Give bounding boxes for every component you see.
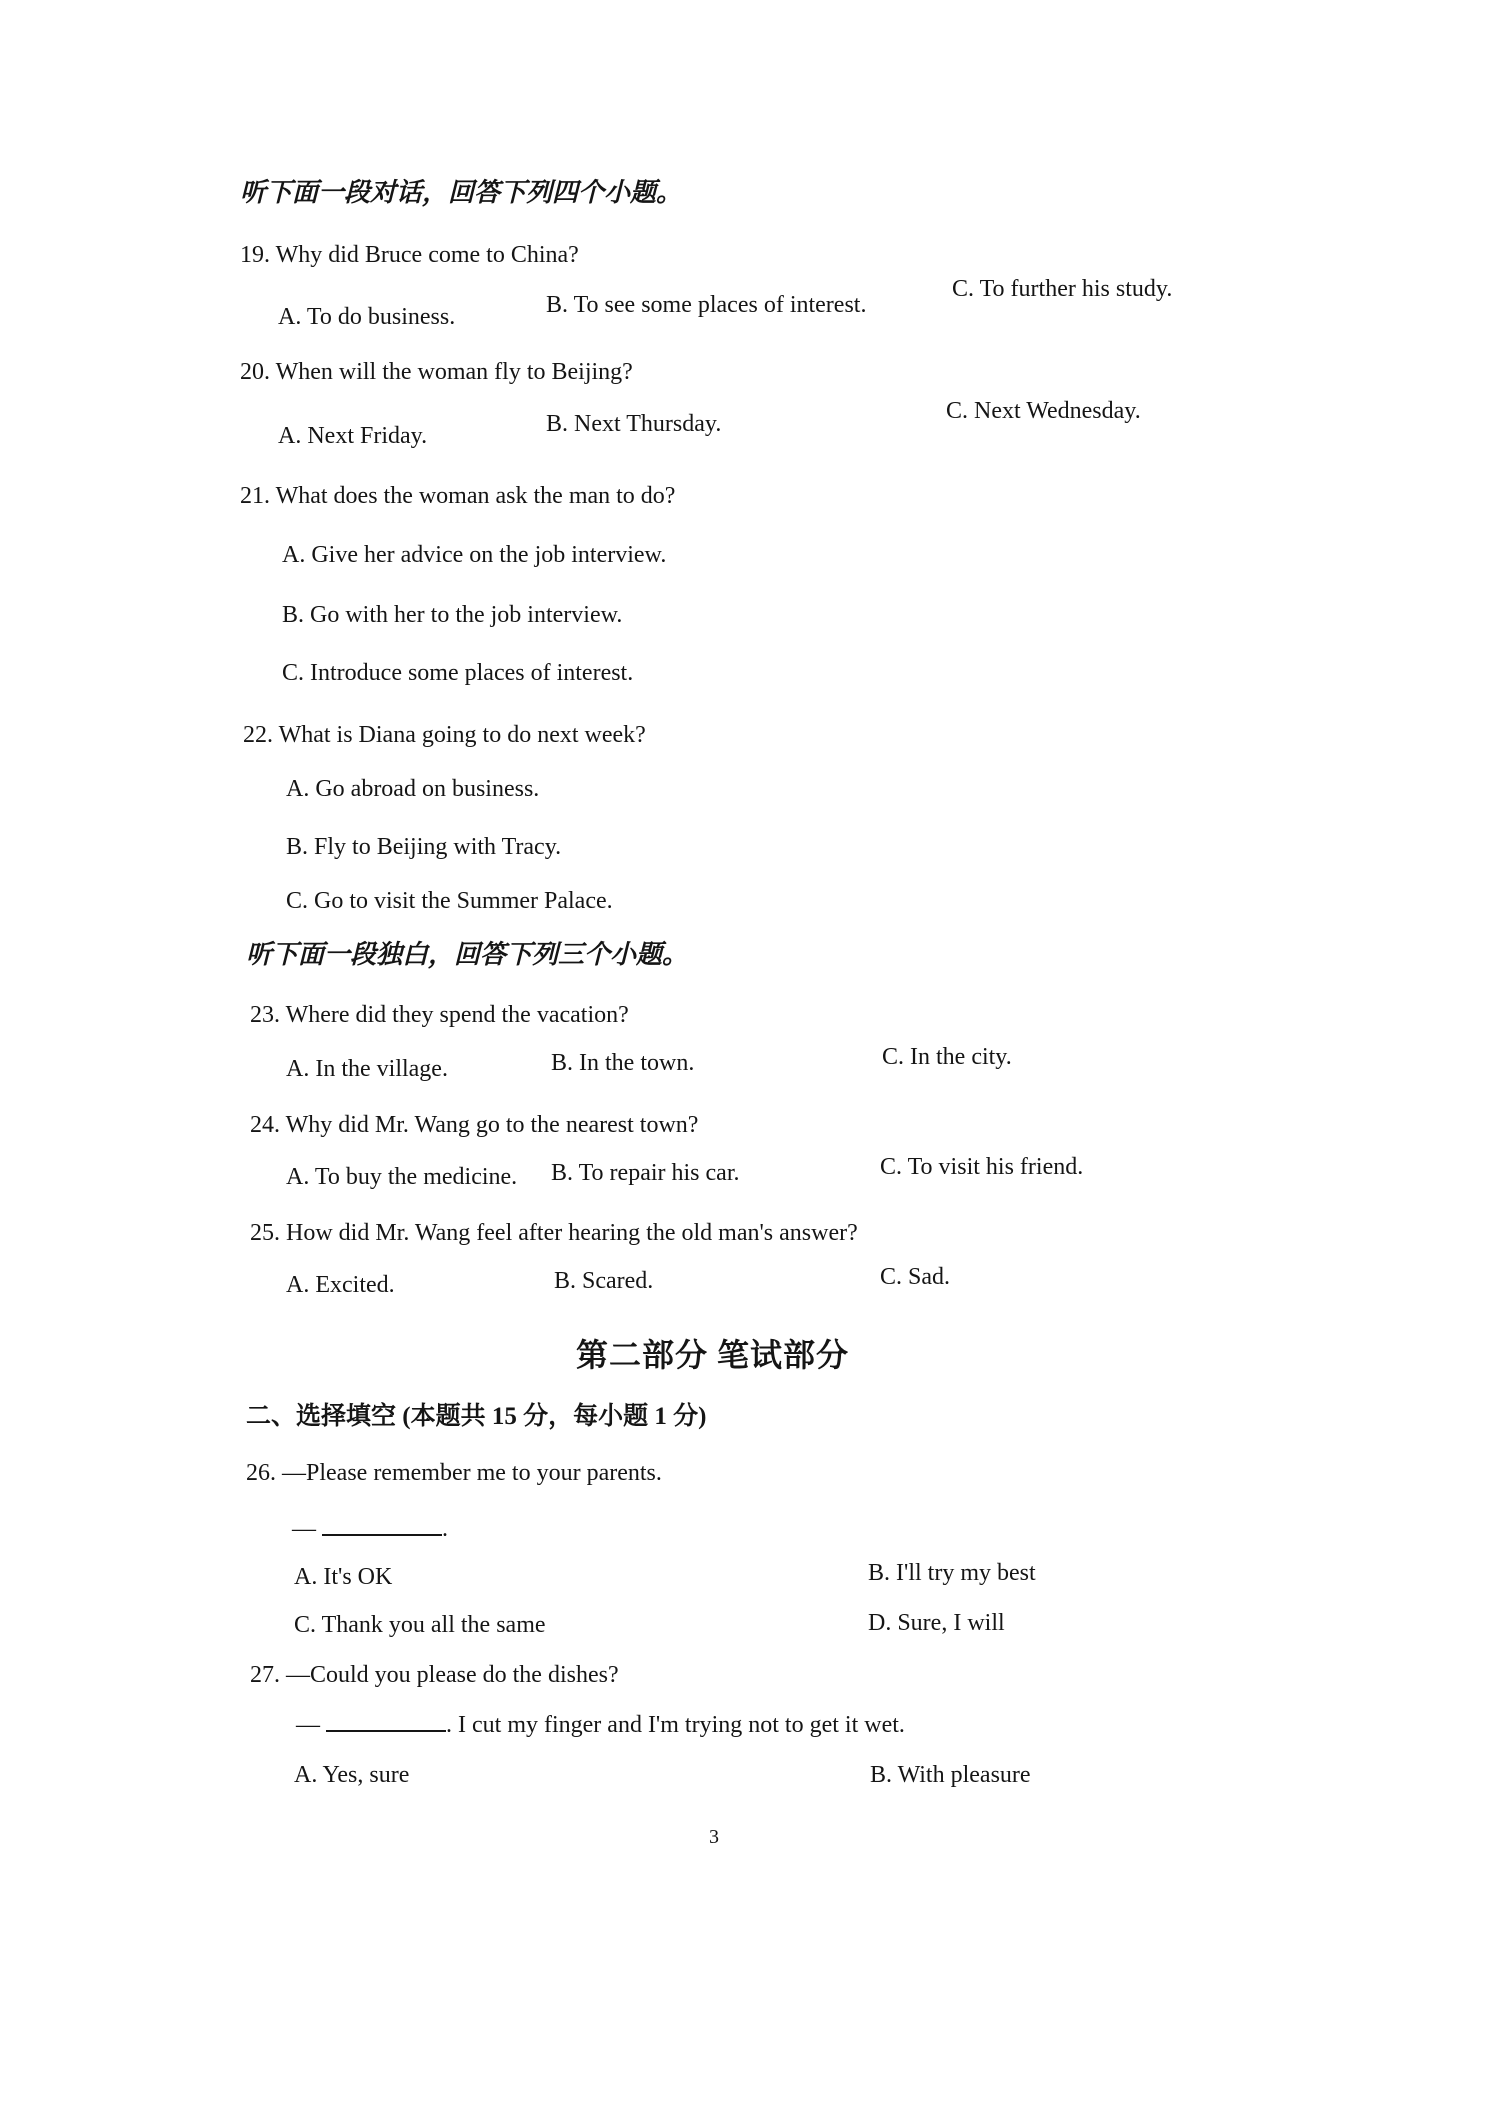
question-19-option-c: C. To further his study. (952, 276, 1173, 302)
question-26-option-b: B. I'll try my best (868, 1560, 1036, 1586)
dialogue-instruction: 听下面一段对话，回答下列四个小题。 (240, 178, 683, 207)
answer-blank (322, 1512, 442, 1536)
answer-dash: — (292, 1516, 316, 1542)
question-27-answer-line (296, 1708, 905, 1740)
question-21-option-a: A. Give her advice on the job interview. (282, 542, 667, 568)
question-20-stem: 20. When will the woman fly to Beijing? (240, 359, 633, 385)
question-27-stem: 27. —Could you please do the dishes? (250, 1662, 619, 1688)
question-22-option-b: B. Fly to Beijing with Tracy. (286, 834, 562, 860)
page-number: 3 (709, 1826, 719, 1848)
question-25-stem: 25. How did Mr. Wang feel after hearing the old man's answer? (250, 1220, 858, 1246)
question-19-option-b: B. To see some places of interest. (546, 292, 867, 318)
question-21-option-b: B. Go with her to the job interview. (282, 602, 623, 628)
question-23-option-a: A. In the village. (286, 1056, 448, 1082)
question-25-option-a: A. Excited. (286, 1272, 395, 1298)
question-23-stem: 23. Where did they spend the vacation? (250, 1002, 629, 1028)
question-20-option-b: B. Next Thursday. (546, 411, 722, 437)
section-two-title: 二、选择填空 (本题共 15 分，每小题 1 分) (246, 1403, 707, 1430)
question-26-option-a: A. It's OK (294, 1564, 393, 1590)
monologue-instruction: 听下面一段独白，回答下列三个小题。 (246, 940, 689, 969)
question-24-option-b: B. To repair his car. (551, 1160, 740, 1186)
question-27-option-a: A. Yes, sure (294, 1762, 410, 1788)
question-21-option-c: C. Introduce some places of interest. (282, 660, 634, 686)
answer-continuation: . I cut my finger and I'm trying not to get it wet. (446, 1712, 905, 1738)
question-21-stem: 21. What does the woman ask the man to do? (240, 483, 676, 509)
question-22-option-a: A. Go abroad on business. (286, 776, 540, 802)
question-22-option-c: C. Go to visit the Summer Palace. (286, 888, 613, 914)
answer-blank (326, 1708, 446, 1732)
question-19-stem: 19. Why did Bruce come to China? (240, 242, 579, 268)
question-24-option-c: C. To visit his friend. (880, 1154, 1084, 1180)
question-23-option-c: C. In the city. (882, 1044, 1012, 1070)
question-20-option-c: C. Next Wednesday. (946, 398, 1141, 424)
question-27-option-b: B. With pleasure (870, 1762, 1031, 1788)
question-19-option-a: A. To do business. (278, 304, 456, 330)
question-26-stem: 26. —Please remember me to your parents. (246, 1460, 662, 1486)
question-26-option-c: C. Thank you all the same (294, 1612, 546, 1638)
question-20-option-a: A. Next Friday. (278, 423, 428, 449)
question-24-stem: 24. Why did Mr. Wang go to the nearest town? (250, 1112, 699, 1138)
question-23-option-b: B. In the town. (551, 1050, 695, 1076)
answer-dash: — (296, 1712, 320, 1738)
question-25-option-c: C. Sad. (880, 1264, 951, 1290)
question-22-stem: 22. What is Diana going to do next week? (243, 722, 646, 748)
question-24-option-a: A. To buy the medicine. (286, 1164, 518, 1190)
answer-end-mark: . (442, 1516, 448, 1542)
question-25-option-b: B. Scared. (554, 1268, 654, 1294)
question-26-answer-line (292, 1512, 448, 1544)
question-26-option-d: D. Sure, I will (868, 1610, 1005, 1636)
part-two-title: 第二部分 笔试部分 (576, 1337, 850, 1373)
